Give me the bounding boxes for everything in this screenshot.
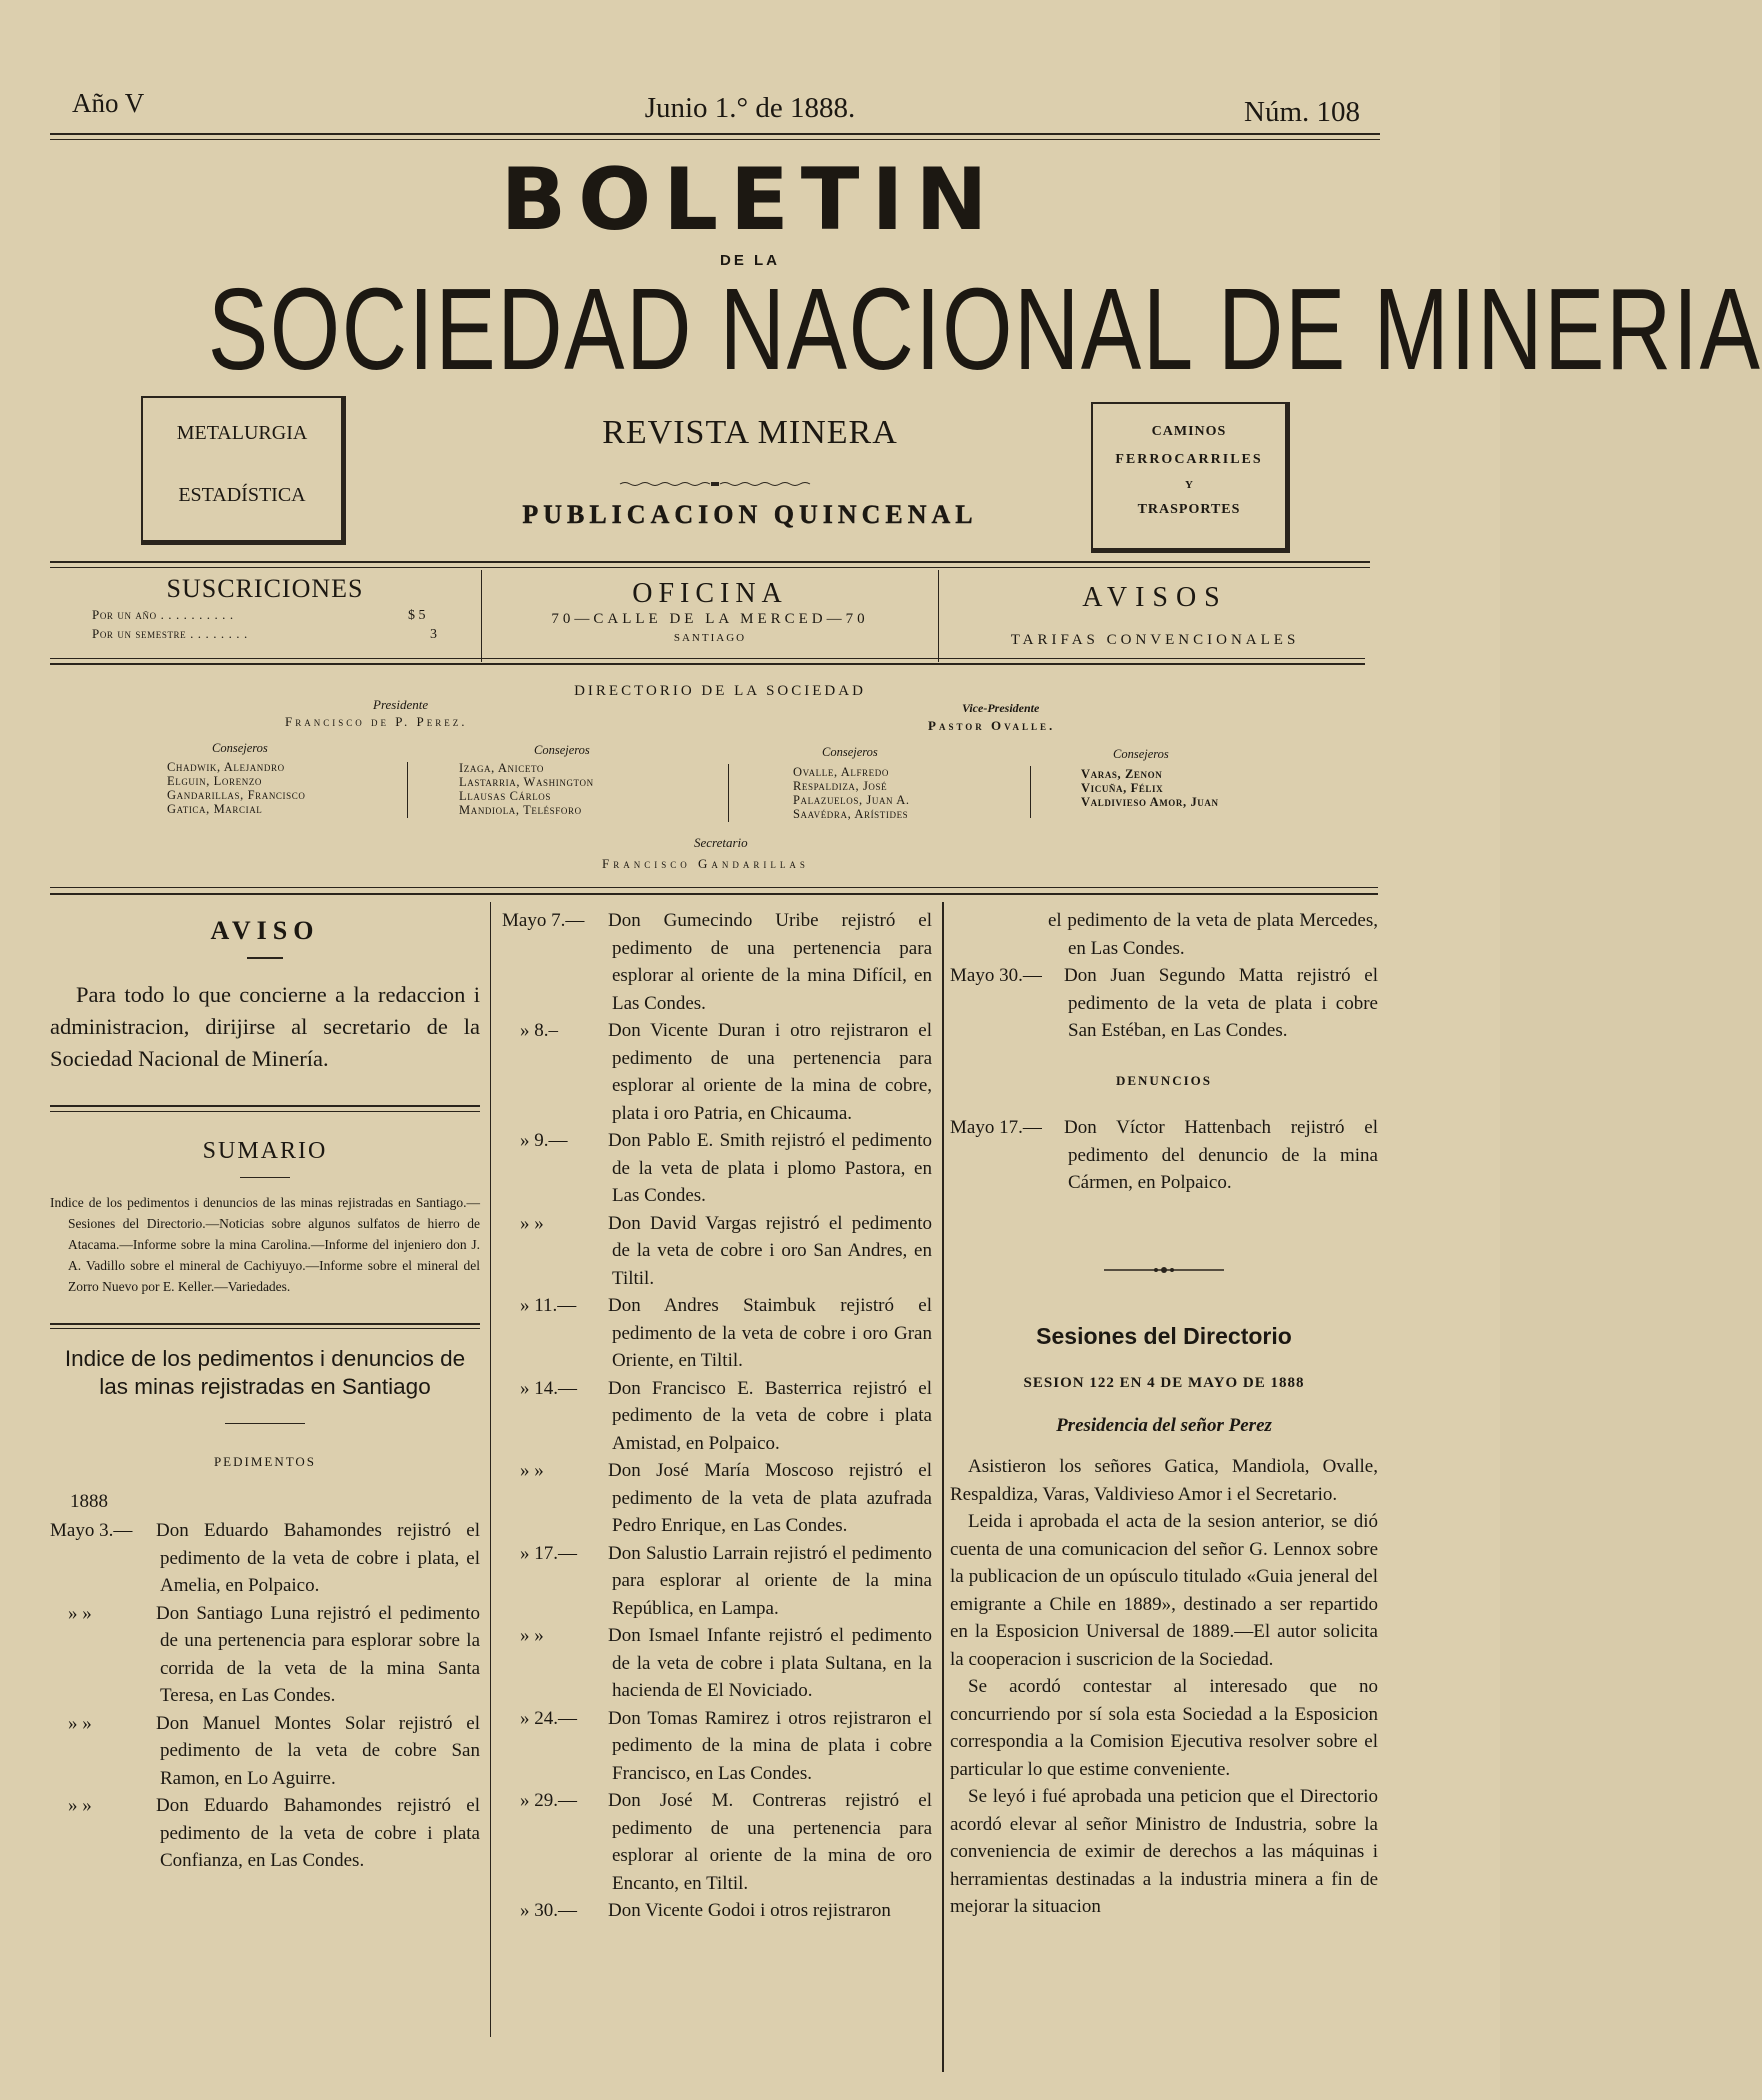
consejero: Mandiola, Telésforo bbox=[459, 803, 582, 817]
list-item: » 8.– Don Vicente Duran i otro rejistraron el pedimento de una pertenencia para esplorar al oriente de la mina de cobre, plata i oro Patria, en Chicauma. bbox=[520, 1020, 932, 1124]
consejeros-label-3: Consejeros bbox=[822, 745, 878, 759]
infobar-top-rule-thin bbox=[50, 567, 1370, 568]
sumario-rule bbox=[50, 1323, 480, 1325]
column-2 bbox=[502, 907, 932, 1925]
consejero: Varas, Zenon bbox=[1081, 767, 1163, 781]
list-item: » » Don José María Moscoso rejistró el pedimento de la veta de plata azufrada Pedro Enrique, en Las Condes. bbox=[520, 1460, 932, 1536]
list-item: Mayo 30.— Don Juan Segundo Matta rejistró el pedimento de la veta de plata i cobre San Estéban, en Las Condes. bbox=[950, 965, 1378, 1041]
pedimentos-list-2 bbox=[502, 907, 932, 1925]
consejeros-group-4 bbox=[1081, 767, 1219, 809]
suscricion-row-semester-value: 3 bbox=[430, 627, 437, 642]
directorio-divider-1 bbox=[407, 762, 408, 818]
consejero: Gatica, Marcial bbox=[167, 802, 263, 816]
directorio-divider-3 bbox=[1030, 766, 1031, 818]
column-3 bbox=[950, 907, 1378, 1921]
topic-estadistica: ESTADÍSTICA bbox=[178, 484, 306, 506]
ornament-divider bbox=[1104, 1255, 1224, 1263]
suscricion-row-semester-label: Por un semestre . . . . . . . . bbox=[92, 626, 248, 641]
list-item: » 17.— Don Salustio Larrain rejistró el pedimento para esplorar al oriente de la mina República, en Lampa. bbox=[520, 1542, 932, 1619]
consejeros-label-1: Consejeros bbox=[212, 741, 268, 755]
consejero: Lastarria, Washington bbox=[459, 775, 594, 789]
infobar-divider-2 bbox=[938, 570, 939, 662]
topic-metalurgia: METALURGIA bbox=[176, 422, 308, 444]
header-rule-thin bbox=[50, 139, 1380, 140]
consejeros-group-3 bbox=[793, 765, 910, 821]
sesion-paragraph: Se acordó contestar al interesado que no concurriendo por sí sola esta Sociedad a la Esposicion correspondia a la Comision Ejecutiva resolver sobre el particular lo que estime conveniente. bbox=[950, 1676, 1378, 1780]
sesion-paragraphs bbox=[950, 1453, 1378, 1921]
consejero: Ovalle, Alfredo bbox=[793, 765, 889, 779]
topic-caminos: CAMINOS bbox=[1151, 424, 1227, 439]
infobar-top-rule bbox=[50, 561, 1370, 563]
secretario-label: Secretario bbox=[694, 835, 748, 850]
list-item: Mayo 7.— Don Gumecindo Uribe rejistró el pedimento de una pertenencia para esplorar al oriente de la mina Difícil, en Las Condes. bbox=[502, 910, 932, 1014]
sesion-paragraph: Asistieron los señores Gatica, Mandiola, Ovalle, Respaldiza, Varas, Valdivieso Amor i el Secretario. bbox=[950, 1456, 1378, 1505]
oficina-address: 70—CALLE DE LA MERCED—70 bbox=[551, 611, 869, 627]
pedimentos-list-1 bbox=[50, 1517, 480, 1875]
consejero: Saavédra, Arístides bbox=[793, 807, 909, 821]
header-rule bbox=[50, 133, 1380, 135]
list-item: » 9.— Don Pablo E. Smith rejistró el pedimento de la veta de plata i plomo Pastora, en Las Condes. bbox=[520, 1130, 932, 1206]
body-top-rule bbox=[50, 893, 1378, 895]
aviso-divider bbox=[247, 957, 283, 959]
list-item: » » Don Ismael Infante rejistró el pedimento de la veta de cobre i plata Sultana, en la hacienda de El Noviciado. bbox=[520, 1625, 932, 1701]
suscricion-row-year-label: Por un año . . . . . . . . . . bbox=[92, 607, 234, 622]
revista-minera-title: REVISTA MINERA bbox=[602, 414, 898, 451]
consejeros-label-4: Consejeros bbox=[1113, 747, 1169, 761]
list-item: » » Don David Vargas rejistró el pedimento de la veta de cobre i oro San Andres, en Tiltil. bbox=[520, 1212, 932, 1289]
consejeros-group-1 bbox=[167, 760, 305, 816]
consejero: Gandarillas, Francisco bbox=[167, 788, 306, 802]
suscriciones-title: SUSCRICIONES bbox=[166, 574, 364, 603]
pedimentos-label: PEDIMENTOS bbox=[213, 1454, 317, 1469]
masthead-title: BOLETIN bbox=[500, 150, 1000, 250]
consejeros-label-2: Consejeros bbox=[534, 743, 590, 757]
consejero: Valdivieso Amor, Juan bbox=[1081, 795, 1219, 809]
aviso-rule-thin bbox=[50, 1111, 480, 1112]
list-item: » 29.— Don José M. Contreras rejistró el pedimento de una pertenencia para esplorar al oriente de la mina de oro Encanto, en Tiltil. bbox=[520, 1790, 932, 1894]
masthead-de-la: DE LA bbox=[720, 252, 780, 269]
sumario-rule-thin bbox=[50, 1328, 480, 1329]
list-item: » » Don Santiago Luna rejistró el pedimento de una pertenencia para esplorar sobre la corrida de la veta de la mina Santa Teresa, en Las Condes. bbox=[68, 1602, 480, 1706]
presidencia-label: Presidencia del señor Perez bbox=[1056, 1414, 1272, 1436]
sesion-label: SESION 122 EN 4 DE MAYO DE 1888 bbox=[1023, 1375, 1305, 1391]
consejeros-group-2 bbox=[459, 761, 594, 817]
publicacion-quincenal: PUBLICACION QUINCENAL bbox=[522, 500, 978, 529]
issue-date: Junio 1.° de 1888. bbox=[644, 92, 856, 124]
sumario-text: Indice de los pedimentos i denuncios de las minas rejistradas en Santiago.—Sesiones del Directorio.—Noticias sobre algunos sulfatos de hierro de Atacama.—Informe sobre la mina Carolina.—Informe del injeniero don J. A. Vadillo sobre el mineral de Cachiyuyo.—Informe sobre el mineral del Zorro Nuevo por E. Keller.—Variedades. bbox=[50, 1195, 480, 1294]
indice-divider bbox=[225, 1423, 305, 1424]
denuncios-label: DENUNCIOS bbox=[1115, 1072, 1212, 1088]
indice-title: Indice de los pedimentos i denuncios de las minas rejistradas en Santiago bbox=[64, 1346, 466, 1399]
consejero: Izaga, Aniceto bbox=[459, 761, 544, 775]
directorio-title: DIRECTORIO DE LA SOCIEDAD bbox=[574, 683, 866, 699]
consejero: Vicuña, Félix bbox=[1081, 781, 1164, 795]
oficina-city: SANTIAGO bbox=[673, 632, 747, 644]
continuation-text: el pedimento de la veta de plata Mercedes, en Las Condes. bbox=[1048, 910, 1378, 959]
sesion-paragraph: Se leyó i fué aprobada una peticion que el Directorio acordó elevar al señor Ministro de Industria, sobre la conveniencia de eximir de derechos a las máquinas i herramientas destinadas a la industria minera a fin de mejorar la situacion bbox=[950, 1786, 1378, 1917]
year-1888: 1888 bbox=[70, 1490, 108, 1512]
oficina-title: OFICINA bbox=[632, 578, 788, 609]
right-topics-box bbox=[1091, 402, 1290, 553]
year-label: Año V bbox=[72, 88, 145, 118]
vice-presidente-name: Pastor Ovalle. bbox=[928, 718, 1056, 733]
infobar-bottom-rule-thin bbox=[50, 658, 1365, 659]
list-item: » 14.— Don Francisco E. Basterrica rejistró el pedimento de la veta de cobre i plata Amistad, en Polpaico. bbox=[520, 1377, 932, 1454]
column-divider-2 bbox=[942, 902, 944, 2072]
list-item: Mayo 3.— Don Eduardo Bahamondes rejistró el pedimento de la veta de cobre i plata, el Amelia, en Polpaico. bbox=[50, 1520, 480, 1596]
presidente-name: Francisco de P. Perez. bbox=[285, 714, 468, 729]
list-item: » 24.— Don Tomas Ramirez i otros rejistraron el pedimento de la mina de plata i cobre Francisco, en Las Condes. bbox=[520, 1707, 932, 1784]
sesiones-title: Sesiones del Directorio bbox=[1036, 1322, 1292, 1349]
sesion-paragraph: Leida i aprobada el acta de la sesion anterior, se dió cuenta de una comunicacion del señor G. Lennox sobre la publicacion de un opúsculo titulado «Guia jeneral del emigrante a Chile en 1889», destinado a ser repartido en la Esposicion Universal de 1889.—El autor solicita la cooperacion i suscricion de la Sociedad. bbox=[950, 1511, 1378, 1670]
consejero: Llausas Cárlos bbox=[459, 789, 552, 803]
secretario-name: Francisco Gandarillas bbox=[602, 856, 809, 871]
consejero: Palazuelos, Juan A. bbox=[793, 793, 910, 807]
topic-y: Y bbox=[1185, 479, 1193, 491]
column-1 bbox=[50, 905, 480, 1875]
consejero: Chadwik, Alejandro bbox=[167, 760, 285, 774]
aviso-text: Para todo lo que concierne a la redaccion i administracion, dirijirse al secretario de la Sociedad Nacional de Minería. bbox=[50, 981, 480, 1071]
topic-trasportes: TRASPORTES bbox=[1137, 502, 1241, 517]
suscricion-row-year-value: $ 5 bbox=[408, 608, 426, 623]
aviso-title: AVISO bbox=[210, 916, 320, 945]
column-divider-1 bbox=[490, 902, 491, 2037]
list-item: » 11.— Don Andres Staimbuk rejistró el pedimento de la veta de cobre i oro Gran Oriente, en Tiltil. bbox=[520, 1295, 932, 1371]
aviso-rule bbox=[50, 1105, 480, 1107]
ornament-divider bbox=[620, 474, 810, 480]
sumario-title: SUMARIO bbox=[202, 1137, 328, 1164]
list-item: » » Don Eduardo Bahamondes rejistró el pedimento de la veta de cobre i plata Confianza, en Las Condes. bbox=[68, 1795, 480, 1871]
avisos-title: AVISOS bbox=[1082, 582, 1228, 613]
consejero: Respaldiza, José bbox=[793, 779, 888, 793]
presidente-label: Presidente bbox=[373, 697, 429, 712]
sumario-divider bbox=[240, 1177, 290, 1178]
avisos-subtitle: TARIFAS CONVENCIONALES bbox=[1010, 632, 1300, 648]
directorio-divider-2 bbox=[728, 764, 729, 822]
body-top-rule-thin bbox=[50, 887, 1378, 888]
list-item: » » Don Manuel Montes Solar rejistró el pedimento de la veta de cobre San Ramon, en Lo Aguirre. bbox=[68, 1712, 480, 1789]
list-item: » 30.— Don Vicente Godoi i otros rejistraron bbox=[520, 1900, 891, 1921]
consejero: Elguin, Lorenzo bbox=[167, 774, 263, 788]
topic-ferrocarriles: FERROCARRILES bbox=[1115, 452, 1263, 467]
masthead-subtitle: SOCIEDAD NACIONAL DE MINERIA bbox=[207, 264, 1762, 394]
infobar-bottom-rule bbox=[50, 663, 1365, 665]
left-topics-box bbox=[141, 396, 346, 545]
vice-presidente-label: Vice-Presidente bbox=[962, 701, 1040, 715]
list-item: Mayo 17.— Don Víctor Hattenbach rejistró el pedimento del denuncio de la mina Cármen, en Polpaico. bbox=[950, 1117, 1378, 1193]
issue-number: Núm. 108 bbox=[1244, 96, 1360, 128]
